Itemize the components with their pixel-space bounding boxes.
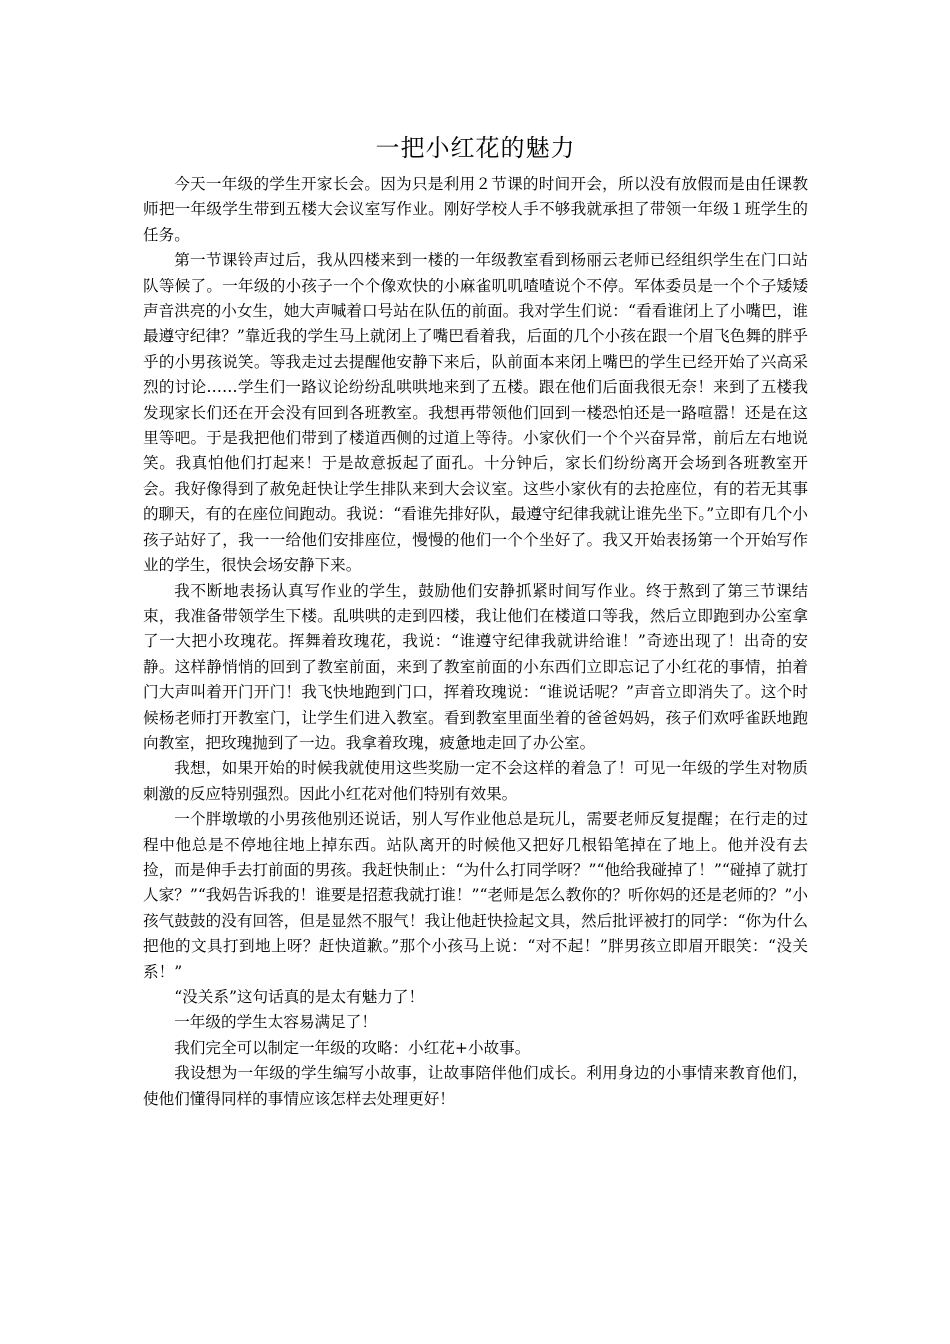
paragraph: 第一节课铃声过后，我从四楼来到一楼的一年级教室看到杨丽云老师已经组织学生在门口站队等候了。一年级的小孩子一个个像欢快的小麻雀叽叽喳喳说个不停。军体委员是一个个子矮矮声音洪亮的小女生，她大声喊着口号站在队伍的前面。我对学生们说：“看看谁闭上了小嘴巴，谁最遵守纪律？”靠近我的学生马上就闭上了嘴巴看着我，后面的几个小孩在跟一个眉飞色舞的胖乎乎的小男孩说笑。等我走过去提醒他安静下来后，队前面本来闭上嘴巴的学生已经开始了兴高采烈的讨论……学生们一路议论纷纷乱哄哄地来到了五楼。跟在他们后面我很无奈！来到了五楼我发现家长们还在开会没有回到各班教室。我想再带领他们回到一楼恐怕还是一路喧嚣！还是在这里等吧。于是我把他们带到了楼道西侧的过道上等待。小家伙们一个个兴奋异常，前后左右地说笑。我真怕他们打起来！于是故意扳起了面孔。十分钟后，家长们纷纷离开会场到各班教室开会。我好像得到了赦免赶快让学生排队来到大会议室。这些小家伙有的去抢座位，有的若无其事的聊天，有的在座位间跑动。我说：“看谁先排好队，最遵守纪律我就让谁先坐下。”立即有几个小孩子站好了，我一一给他们安排座位，慢慢的他们一个个坐好了。我又开始表扬第一个开始写作业的学生，很快会场安静下来。 [143, 251, 808, 575]
paragraph: 我想，如果开始的时候我就使用这些奖励一定不会这样的着急了！可见一年级的学生对物质刺激的反应特别强烈。因此小红花对他们特别有效果。 [143, 759, 808, 803]
document-body [143, 128, 808, 1112]
paragraph: 我设想为一年级的学生编写小故事，让故事陪伴他们成长。利用身边的小事情来教育他们，使他们懂得同样的事情应该怎样去处理更好！ [143, 1064, 808, 1108]
paragraph: 一年级的学生太容易满足了！ [174, 1013, 377, 1032]
paragraph: 一个胖墩墩的小男孩他别还说话，别人写作业他总是玩儿，需要老师反复提醒；在行走的过程中他总是不停地往地上掉东西。站队离开的时候他又把好几根铅笔掉在了地上。他并没有去捡，而是伸手去打前面的男孩。我赶快制止：“为什么打同学呀？”“他给我碰掉了！”“碰掉了就打人家？”“我妈告诉我的！谁要是招惹我就打谁！”“老师是怎么教你的？听你妈的还是老师的？”小孩气鼓鼓的没有回答，但是显然不服气！我让他赶快捡起文具，然后批评被打的同学：“你为什么把他的文具打到地上呀？赶快道歉。”那个小孩马上说：“对不起！”胖男孩立即眉开眼笑：“没关系！” [143, 810, 808, 981]
paragraph: “没关系”这句话真的是太有魅力了！ [174, 988, 425, 1006]
paragraph: 我们完全可以制定一年级的攻略：小红花+小故事。 [174, 1038, 531, 1057]
document-title: 一把小红花的魅力 [375, 134, 576, 162]
paragraph: 我不断地表扬认真写作业的学生，鼓励他们安静抓紧时间写作业。终于熬到了第三节课结束，我准备带领学生下楼。乱哄哄的走到四楼，我让他们在楼道口等我，然后立即跑到办公室拿了一大把小玫瑰花。挥舞着玫瑰花，我说：“谁遵守纪律我就讲给谁！”奇迹出现了！出奇的安静。这样静悄悄的回到了教室前面，来到了教室前面的小东西们立即忘记了小红花的事情，拍着门大声叫着开门开门！我飞快地跑到门口，挥着玫瑰说：“谁说话呢？”声音立即消失了。这个时候杨老师打开教室门，让学生们进入教室。看到教室里面坐着的爸爸妈妈，孩子们欢呼雀跃地跑向教室，把玫瑰抛到了一边。我拿着玫瑰，疲惫地走回了办公室。 [143, 581, 808, 752]
paragraph: 今天一年级的学生开家长会。因为只是利用２节课的时间开会，所以没有放假而是由任课教师把一年级学生带到五楼大会议室写作业。刚好学校人手不够我就承担了带领一年级１班学生的任务。 [143, 175, 808, 244]
